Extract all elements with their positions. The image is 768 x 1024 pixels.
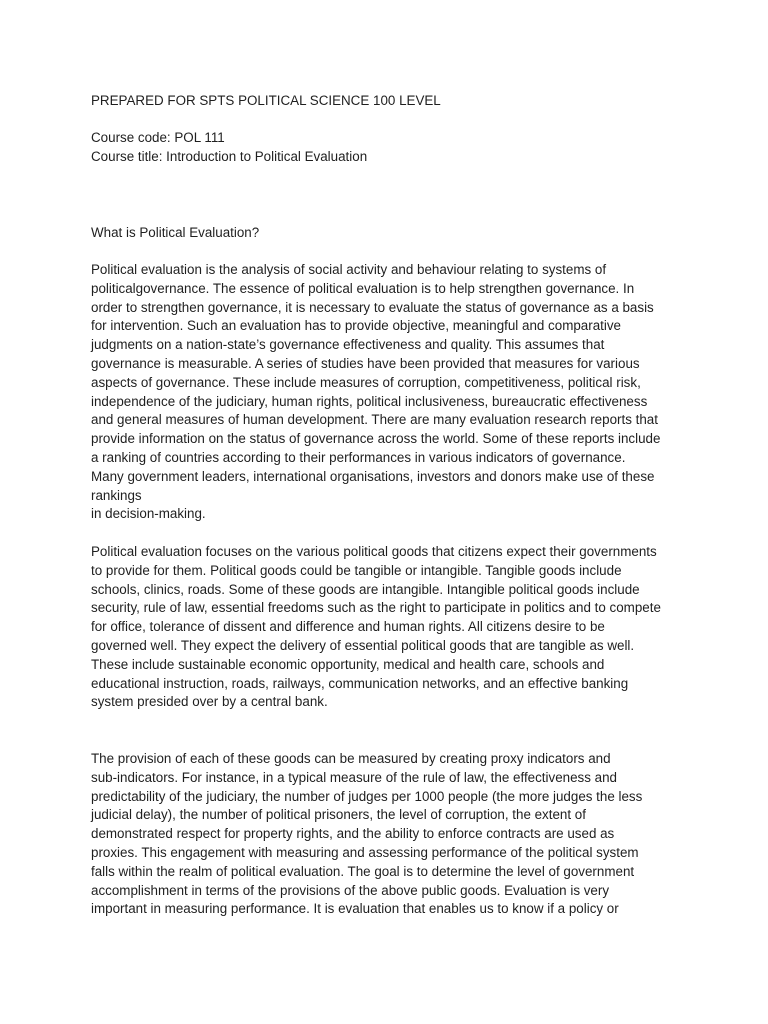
paragraph-line: in decision-making.	[91, 506, 206, 522]
paragraph-line: security, rule of law, essential freedoms such as the right to participate in politics and to compete	[91, 600, 661, 616]
course-code: Course code: POL 111	[91, 130, 225, 145]
paragraph-line: Political evaluation is the analysis of social activity and behaviour relating to systems of	[91, 262, 607, 277]
paragraph-line: politicalgovernance. The essence of political evaluation is to help strengthen governance. In	[91, 280, 635, 296]
paragraph-line: Political evaluation focuses on the various political goods that citizens expect their governments	[91, 544, 657, 559]
paragraph-line: judgments on a nation-state’s governance effectiveness and quality. This assumes that	[91, 337, 605, 353]
paragraph-line: governance is measurable. A series of studies have been provided that measures for various	[91, 355, 640, 371]
paragraph-line: accomplishment in terms of the provisions of the above public goods. Evaluation is very	[91, 882, 610, 898]
paragraph-line: sub-indicators. For instance, in a typical measure of the rule of law, the effectiveness and	[91, 769, 617, 785]
header-text: PREPARED FOR SPTS POLITICAL SCIENCE 100 LEVEL	[91, 93, 441, 108]
paragraph-3	[91, 750, 691, 919]
paragraph-line: order to strengthen governance, it is necessary to evaluate the status of governance as a basis	[91, 299, 654, 315]
paragraph-line: The provision of each of these goods can be measured by creating proxy indicators and	[91, 751, 611, 766]
course-title: Course title: Introduction to Political Evaluation	[91, 148, 368, 164]
paragraph-line: rankings	[91, 487, 142, 503]
course-info	[91, 129, 691, 167]
paragraph-line: Many government leaders, international organisations, investors and donors make use of these	[91, 468, 655, 484]
paragraph-line: to provide for them. Political goods could be tangible or intangible. Tangible goods include	[91, 562, 622, 578]
paragraph-line: provide information on the status of governance across the world. Some of these reports include	[91, 431, 661, 447]
paragraph-line: predictability of the judiciary, the number of judges per 1000 people (the more judges the less	[91, 788, 643, 804]
paragraph-line: falls within the realm of political evaluation. The goal is to determine the level of government	[91, 863, 635, 879]
paragraph-line: independence of the judiciary, human rights, political inclusiveness, bureaucratic effectiveness	[91, 393, 648, 409]
paragraph-line: governed well. They expect the delivery of essential political goods that are tangible as well.	[91, 637, 635, 653]
paragraph-line: for intervention. Such an evaluation has to provide objective, meaningful and comparative	[91, 318, 621, 334]
paragraph-line: educational instruction, roads, railways, communication networks, and an effective banking	[91, 675, 629, 691]
paragraph-2	[91, 543, 691, 712]
paragraph-line: important in measuring performance. It is evaluation that enables us to know if a policy or	[91, 901, 619, 917]
document-header	[91, 92, 691, 111]
section-question	[91, 224, 691, 243]
paragraph-line: These include sustainable economic opportunity, medical and health care, schools and	[91, 656, 605, 672]
paragraph-line: demonstrated respect for property rights, and the ability to enforce contracts are used as	[91, 826, 615, 842]
paragraph-1	[91, 261, 691, 524]
paragraph-line: for office, tolerance of dissent and difference and human rights. All citizens desire to be	[91, 619, 605, 635]
paragraph-line: system presided over by a central bank.	[91, 694, 328, 710]
paragraph-line: judicial delay), the number of political prisoners, the level of corruption, the extent of	[91, 807, 586, 823]
paragraph-line: aspects of governance. These include measures of corruption, competitiveness, political risk,	[91, 374, 641, 390]
paragraph-line: and general measures of human development. There are many evaluation research reports that	[91, 412, 658, 428]
question-heading: What is Political Evaluation?	[91, 225, 260, 240]
paragraph-line: schools, clinics, roads. Some of these goods are intangible. Intangible political goods include	[91, 581, 640, 597]
paragraph-line: a ranking of countries according to their performances in various indicators of governance.	[91, 449, 626, 465]
paragraph-line: proxies. This engagement with measuring and assessing performance of the political system	[91, 844, 639, 860]
